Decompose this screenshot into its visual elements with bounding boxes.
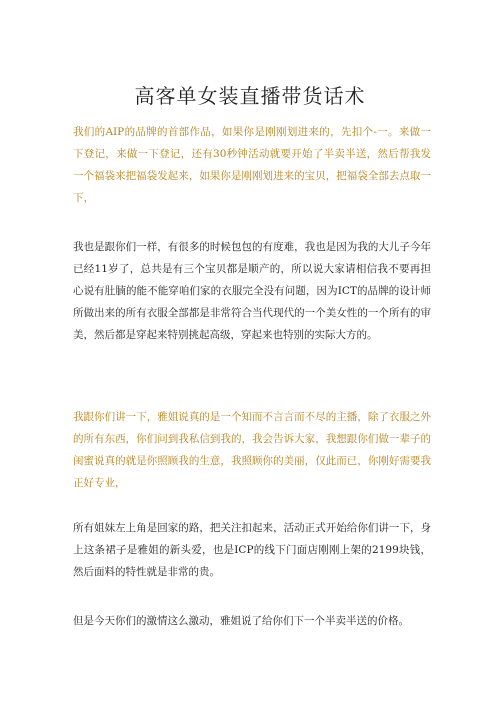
document-title: 高客单女装直播带货话术: [134, 84, 366, 108]
paragraph-1: 我们的AIP的品牌的首部作品，如果你是刚刚划进来的，先扣个-一。来做一下登记，来做一下登记，还有30秒钟活动就要开始了半卖半送，然后帮我发一个福袋来把福袋发起来，如果你是刚刚划进来的宝贝，把福袋全部去点取一下，: [73, 126, 431, 204]
paragraph-4: 所有姐妹左上角是回家的路，把关注扣起来，活动正式开始给你们讲一下，身上这条裙子是雅姐的新头爱，也是ICP的线下门面店刚刚上架的2199块钱，然后面料的特性就是非常的贵。: [73, 522, 431, 578]
paragraph-3: 我跟你们讲一下，雅姐说真的是一个知而不言言而不尽的主播，除了衣服之外的所有东西，你们问到我私信到我的，我会告诉大家，我想跟你们做一辈子的闺蜜说真的就是你照顾我的生意，我照顾你的美丽，仅此而已，你刚好需要我正好专业，: [73, 411, 431, 489]
paragraph-5: 但是今天你们的激情这么激动，雅姐说了给你们下一个半卖半送的价格。: [73, 615, 409, 627]
paragraph-2: 我也是跟你们一样，有很多的时候包包的有度难，我也是因为我的大儿子今年已经11岁了，总共是有三个宝贝都是顺产的，所以说大家请相信我不要再担心说有肚腩的能不能穿咱们家的衣服完全没有问题，因为ICT的品牌的设计师所做出来的所有衣服全部都是非常符合当代现代的一个美女性的一个所有的审美，然后都是穿起来特别挑起高级，穿起来也特别的实际大方的。: [73, 241, 431, 341]
